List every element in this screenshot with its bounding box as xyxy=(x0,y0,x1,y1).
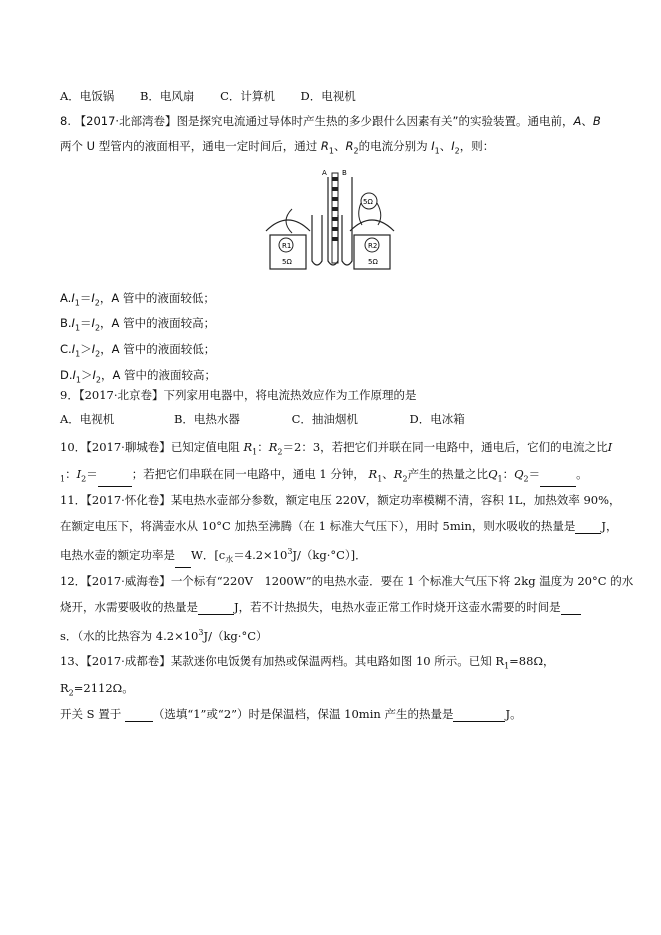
q9-option-a: A．电视机 xyxy=(60,412,115,426)
q12-text2: 烧开，水需要吸收的热量是 xyxy=(60,600,198,614)
q8-option-c-text: ，A 管中的液面较低； xyxy=(100,342,216,356)
q10-end: 。 xyxy=(576,467,588,481)
q12-text1: 一个标有“220V 1200W”的电热水壶．要在 1 个标准大气压下将 2kg 温度为 20°C 的水 xyxy=(170,574,634,588)
q11-number: 11． xyxy=(60,493,87,507)
q10-blank-heat-ratio[interactable] xyxy=(540,474,576,487)
q10-source: 【2017·聊城卷】 xyxy=(86,440,171,454)
q8-stem-line1: 8. 【2017·北部湾卷】图是探究电流通过导体时产生热的多少跟什么因素有关”的实验装置。通电前，A、B xyxy=(60,114,601,128)
q8-option-d-text: ，A 管中的液面较高； xyxy=(101,368,217,382)
experiment-apparatus-figure xyxy=(262,165,402,277)
q8-number: 8. xyxy=(60,114,71,128)
q8-stem-line2: 两个 U 型管内的液面相平，通电一定时间后，通过 $R_1$、$R_2$的电流分别为 $I_1$、$I_2$，则： xyxy=(60,139,495,156)
q8-label-a: A xyxy=(573,114,582,128)
tube-b-label: B xyxy=(342,169,347,177)
q12-source: 【2017·威海卷】 xyxy=(86,574,171,588)
q9-option-d: D．电冰箱 xyxy=(409,412,465,426)
q13-text2: R xyxy=(60,681,69,695)
q9-stem xyxy=(60,387,417,403)
q11-unit: J， xyxy=(601,519,618,533)
q8-option-a-relation: ＝ xyxy=(79,291,92,305)
top-ohm-label: 5Ω xyxy=(363,198,373,206)
q8-option-b-letter: B. xyxy=(60,316,72,330)
q8-option-a-letter: A. xyxy=(60,291,72,305)
r1-label: R1 xyxy=(282,242,292,250)
q12-line3: s．（水的比热容为 $4.2\times 10^3J/(kg\cdot^\circ C)$ xyxy=(60,628,268,643)
q8-option-c-letter: C. xyxy=(60,342,72,356)
q8-stem: 图是探究电流通过导体时产生热的多少跟什么因素有关”的实验装置。通电前， xyxy=(176,114,574,128)
tube-a-label: A xyxy=(322,169,327,177)
q10-text5: ＝ xyxy=(528,467,541,481)
q12-number: 12． xyxy=(60,574,87,588)
q11-text3d: J/（kg·°C）]． xyxy=(292,547,367,562)
q13-line1: 13、【2017·成都卷】某款迷你电饭煲有加热或保温两档。其电路如图 10 所示。已知 $R_1=88\Omega$， xyxy=(60,654,555,671)
q8-option-b: $B.I_1=I_2$，A 管中的液面较高； xyxy=(60,316,216,333)
q8-option-a: $A.I_1=I_2$，A 管中的液面较低； xyxy=(60,291,215,308)
q7-option-b: B．电风扇 xyxy=(139,89,195,103)
q12-text2b: J，若不计热损失，电热水壶正常工作时烧开这壶水需要的时间是 xyxy=(234,600,561,614)
q9-source: 【2017·北京卷】 xyxy=(78,388,164,402)
right-ohm-label: 5Ω xyxy=(368,258,378,266)
q13-source: 【2017·成都卷】 xyxy=(86,654,171,668)
q8-stem-c: 的电流分别为 xyxy=(358,139,428,153)
q8-option-d-relation: ＞ xyxy=(81,368,93,382)
q8-option-b-text: ，A 管中的液面较高； xyxy=(100,316,216,330)
q9-option-c: C．抽油烟机 xyxy=(291,412,358,426)
q10-line2: $_1$：$I_2=$ ；若把它们串联在同一电路中，通电 1 分钟， $R_1$、$R_2$产生的热量之比$Q_1$：$Q_2=$ 。 xyxy=(60,466,588,487)
q11-text2: 在额定电压下，将满壶水从 10°C 加热至沸腾（在 1 标准大气压下），用时 5min，则水吸收的热量是 xyxy=(60,519,576,533)
q12-line1 xyxy=(60,573,633,589)
q13-text3a: 开关 S 置于 xyxy=(60,707,122,721)
q10-text4: 产生的热量之比 xyxy=(407,467,489,481)
q8-option-b-relation: ＝ xyxy=(80,316,92,330)
q13-line2: $R_2=2112\Omega$。 xyxy=(60,681,134,698)
q8-option-d: $D.I_1>I_2$，A 管中的液面较高； xyxy=(60,368,217,385)
q10-number: 10． xyxy=(60,440,87,454)
q9-number: 9． xyxy=(60,388,79,402)
q11-line3: 电热水壶的额定功率是 W．$[c_水=4.2\times 10^3J/(kg\cdot^\circ C)]$． xyxy=(60,544,367,568)
q7-option-c: C．计算机 xyxy=(220,89,275,103)
q8-stem-b: 两个 U 型管内的液面相平，通电一定时间后，通过 xyxy=(60,139,318,153)
q8-option-c: $C.I_1>I_2$，A 管中的液面较低； xyxy=(60,342,216,359)
q11-blank-power[interactable] xyxy=(175,555,191,568)
q12-line2 xyxy=(60,599,581,615)
q12-text3b: J/（kg·°C） xyxy=(203,628,268,643)
q11-text3c: ＝4.2×10 xyxy=(233,547,288,562)
q10-text1: 已知定值电阻 xyxy=(170,440,240,454)
q10-line1: 10．【2017·聊城卷】已知定值电阻 $R_1$：$R_2=2$：3，若把它们并联在同一电路中，通电后，它们的电流之比I xyxy=(60,440,613,457)
q13-line3 xyxy=(60,706,522,722)
q11-text3b: W．[c xyxy=(191,547,226,562)
q13-text3b: （选填“1”或“2”）时是保温档，保温 10min 产生的热量是 xyxy=(152,707,454,721)
q13-text1: 某款迷你电饭煲有加热或保温两档。其电路如图 10 所示。已知 R xyxy=(170,654,505,668)
q9-options xyxy=(60,411,487,427)
q12-blank-time[interactable] xyxy=(561,602,581,615)
q11-line2 xyxy=(60,518,617,534)
q13-text3c: J。 xyxy=(505,707,522,721)
q10-ratio: ＝2：3，若把它们并联在同一电路中，通电后，它们的电流之比 xyxy=(282,440,608,454)
q13-number: 13、 xyxy=(60,654,87,668)
q11-blank-heat[interactable] xyxy=(575,521,601,534)
q10-text2: ＝ xyxy=(86,467,98,481)
q13-text2b: =2112Ω。 xyxy=(73,681,134,695)
q13-blank-heat[interactable] xyxy=(453,709,505,722)
q12-text3: s．（水的比热容为 4.2×10 xyxy=(60,628,199,643)
r2-label: R2 xyxy=(368,242,378,250)
q8-option-a-text: ，A 管中的液面较低； xyxy=(99,291,215,305)
q8-source: 【2017·北部湾卷】 xyxy=(74,114,177,128)
q7-option-a: A．电饭锅 xyxy=(60,89,115,103)
q9-text: 下列家用电器中，将电流热效应作为工作原理的是 xyxy=(163,388,417,402)
q8-option-c-relation: ＞ xyxy=(80,342,92,356)
q8-label-b: B xyxy=(592,114,601,128)
q7-option-d: D．电视机 xyxy=(300,89,356,103)
q9-option-b: B．电热水器 xyxy=(173,412,240,426)
q11-line1 xyxy=(60,492,621,508)
q11-text3: 电热水壶的额定功率是 xyxy=(60,547,175,562)
left-ohm-label: 5Ω xyxy=(282,258,292,266)
q13-blank-switch[interactable] xyxy=(125,709,153,722)
q13-text1b: =88Ω， xyxy=(509,654,555,668)
q7-options xyxy=(60,88,378,104)
q10-blank-current-ratio[interactable] xyxy=(98,474,132,487)
q12-blank-heat[interactable] xyxy=(198,602,234,615)
q8-stem-d: ，则： xyxy=(459,139,495,153)
q8-option-d-letter: D. xyxy=(60,368,73,382)
q11-text1: 某电热水壶部分参数，额定电压 220V，额定功率模糊不清，容积 1L，加热效率 90%， xyxy=(170,493,621,507)
q10-text3: ；若把它们串联在同一电路中，通电 1 分钟， xyxy=(131,467,365,481)
q11-source: 【2017·怀化卷】 xyxy=(86,493,171,507)
